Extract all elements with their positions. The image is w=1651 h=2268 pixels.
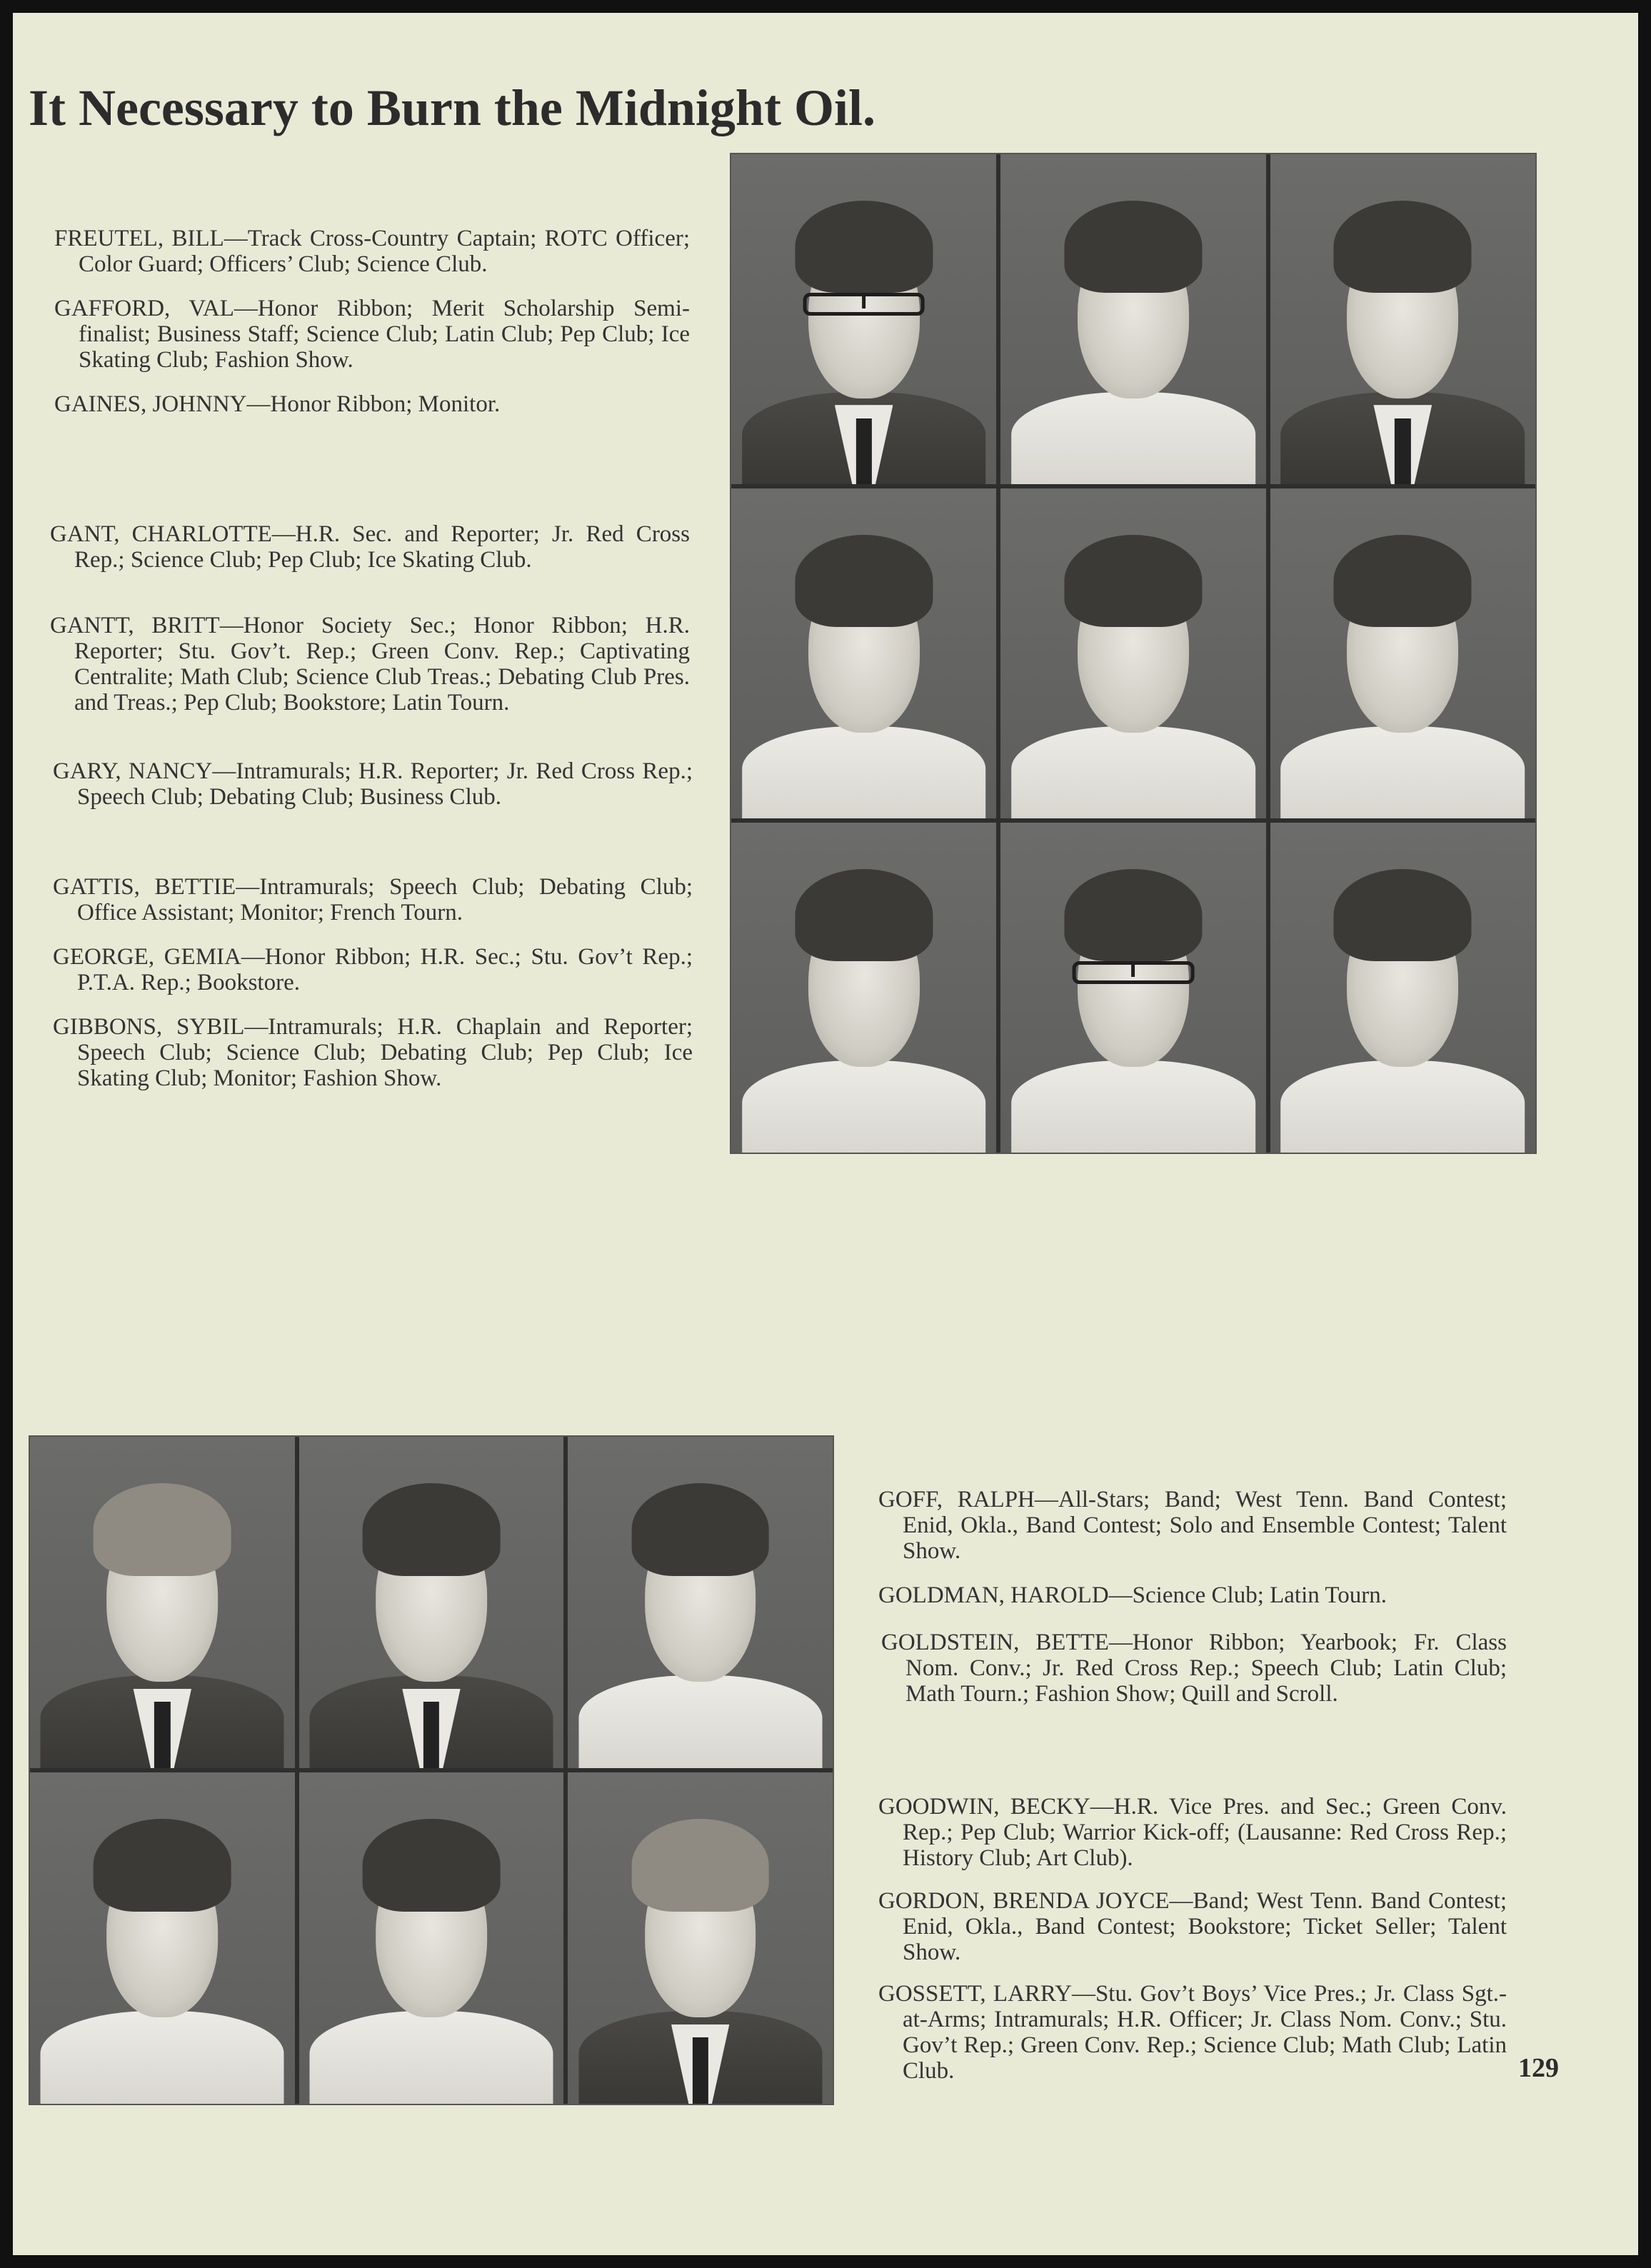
portrait-photo [731, 154, 996, 484]
entry-text: GAFFORD, VAL—Honor Ribbon; Merit Scholarship Semi-finalist; Business Staff; Science Club; Latin Club; Pep Club; Ice Skating Club; Fashion Show. [54, 296, 690, 373]
page-number: 129 [1518, 2053, 1559, 2083]
entry-text: GARY, NANCY—Intramurals; H.R. Reporter; Jr. Red Cross Rep.; Speech Club; Debating Club; Business Club. [53, 758, 693, 810]
entry-goodwin [878, 1794, 1507, 1871]
entry-gaines [54, 391, 690, 417]
portrait-photo [1270, 154, 1535, 484]
entry-goff [878, 1487, 1507, 1564]
entry-text: GIBBONS, SYBIL—Intramurals; H.R. Chaplain and Reporter; Speech Club; Science Club; Debating Club; Pep Club; Ice Skating Club; Monitor; Fashion Show. [53, 1014, 693, 1091]
entry-text: GAINES, JOHNNY—Honor Ribbon; Monitor. [54, 391, 501, 417]
portrait-photo [1270, 488, 1535, 818]
entry-gibbons [53, 1014, 693, 1091]
entry-text: GOLDSTEIN, BETTE—Honor Ribbon; Yearbook; Fr. Class Nom. Conv.; Jr. Red Cross Rep.; Speech Club; Latin Club; Math Tourn.; Fashion Show; Quill and Scroll. [881, 1630, 1507, 1707]
portrait-photo [299, 1437, 564, 1768]
entry-freutel [54, 226, 690, 277]
entry-text: GANTT, BRITT—Honor Society Sec.; Honor Ribbon; H.R. Reporter; Stu. Gov’t. Rep.; Green Conv. Rep.; Captivating Centralite; Math Club; Science Club Treas.; Debating Club Pres. and Treas.; Pep Club; Bookstore; Latin Tourn. [50, 613, 690, 716]
portrait-photo [1000, 154, 1265, 484]
entry-gafford [54, 296, 690, 373]
entry-gantt [50, 613, 690, 716]
portrait-photo [299, 1772, 564, 2104]
entry-goldman [878, 1582, 1507, 1608]
yearbook-page [13, 13, 1638, 2255]
page-title: It Necessary to Burn the Midnight Oil. [29, 79, 875, 136]
entry-gary [53, 758, 693, 810]
entry-goldstein [881, 1630, 1507, 1707]
portrait-photo [1270, 823, 1535, 1153]
entry-gattis [53, 874, 693, 925]
portrait-photo [1000, 488, 1265, 818]
entry-text: GOLDMAN, HAROLD—Science Club; Latin Tourn. [878, 1582, 1387, 1608]
entry-gordon [878, 1888, 1507, 1965]
portrait-photo [568, 1437, 833, 1768]
entry-text: GANT, CHARLOTTE—H.R. Sec. and Reporter; Jr. Red Cross Rep.; Science Club; Pep Club; Ice Skating Club. [50, 521, 690, 573]
entry-text: GOSSETT, LARRY—Stu. Gov’t Boys’ Vice Pres.; Jr. Class Sgt.-at-Arms; Intramurals; H.R. Officer; Jr. Class Nom. Conv.; Stu. Gov’t Rep.; Green Conv. Rep.; Science Club; Math Club; Latin Club. [878, 1981, 1507, 2084]
portrait-photo [731, 488, 996, 818]
photo-grid-top [730, 153, 1537, 1154]
entry-text: GEORGE, GEMIA—Honor Ribbon; H.R. Sec.; Stu. Gov’t Rep.; P.T.A. Rep.; Bookstore. [53, 944, 693, 995]
photo-grid-bottom [29, 1435, 834, 2105]
entry-text: GORDON, BRENDA JOYCE—Band; West Tenn. Band Contest; Enid, Okla., Band Contest; Bookstore; Ticket Seller; Talent Show. [878, 1888, 1507, 1965]
entry-text: GATTIS, BETTIE—Intramurals; Speech Club; Debating Club; Office Assistant; Monitor; French Tourn. [53, 874, 693, 925]
portrait-photo [731, 823, 996, 1153]
entry-george [53, 944, 693, 995]
entry-gossett [878, 1981, 1507, 2084]
portrait-photo [568, 1772, 833, 2104]
entry-text: FREUTEL, BILL—Track Cross-Country Captain; ROTC Officer; Color Guard; Officers’ Club; Science Club. [54, 226, 690, 277]
portrait-photo [30, 1772, 295, 2104]
portrait-photo [1000, 823, 1265, 1153]
portrait-photo [30, 1437, 295, 1768]
entry-gant [50, 521, 690, 573]
entry-text: GOODWIN, BECKY—H.R. Vice Pres. and Sec.; Green Conv. Rep.; Pep Club; Warrior Kick-off; (Lausanne: Red Cross Rep.; History Club; Art Club). [878, 1794, 1507, 1871]
entry-text: GOFF, RALPH—All-Stars; Band; West Tenn. Band Contest; Enid, Okla., Band Contest; Solo and Ensemble Contest; Talent Show. [878, 1487, 1507, 1564]
